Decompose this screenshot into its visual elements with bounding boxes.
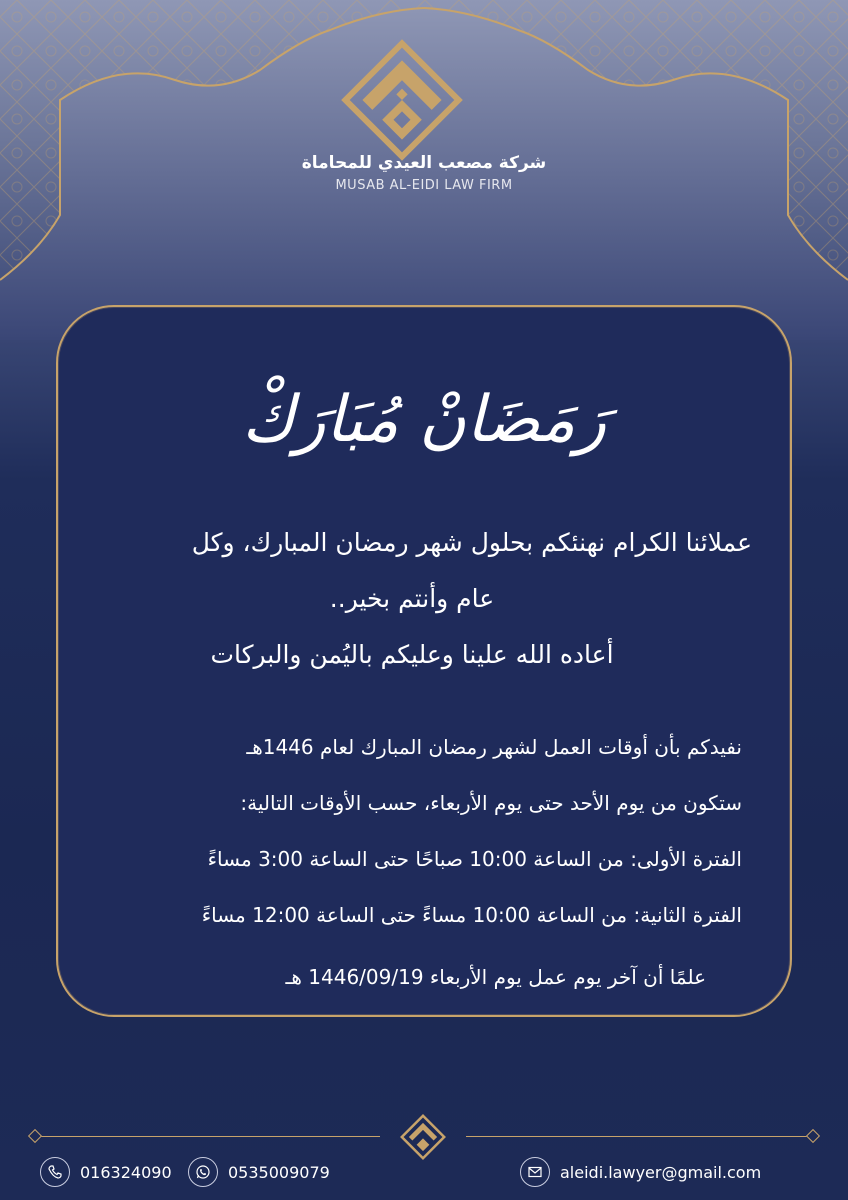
- last-working-day-note: علمًا أن آخر يوم عمل يوم الأربعاء 1446/09/19 هـ: [285, 965, 706, 989]
- footer-divider-left: [40, 1136, 380, 1137]
- greeting-line: عملائنا الكرام نهنئكم بحلول شهر رمضان المبارك، وكل: [191, 528, 752, 557]
- contact-landline[interactable]: [40, 1155, 172, 1189]
- hours-period-second: الفترة الثانية: من الساعة 10:00 مساءً حتى الساعة 12:00 مساءً: [201, 903, 742, 927]
- hours-period-first: الفترة الأولى: من الساعة 10:00 صباحًا حتى الساعة 3:00 مساءً: [207, 847, 742, 871]
- greeting-line: أعاده الله علينا وعليكم باليُمن والبركات: [210, 640, 614, 669]
- footer-logo-icon: [398, 1112, 448, 1162]
- kufic-square-logo-icon: [340, 38, 464, 162]
- email-address: aleidi.lawyer@gmail.com: [560, 1162, 762, 1182]
- hours-days-line: ستكون من يوم الأحد حتى يوم الأربعاء، حسب الأوقات التالية:: [240, 791, 742, 815]
- footer-divider-right: [466, 1136, 808, 1137]
- phone-icon: [40, 1157, 70, 1187]
- working-hours: [82, 722, 742, 1008]
- mobile-number: 0535009079: [228, 1162, 330, 1182]
- landline-number: 016324090: [80, 1162, 172, 1182]
- firm-name-arabic: شركة مصعب العيدي للمحاماة: [301, 153, 547, 173]
- firm-name-english: MUSAB AL-EIDI LAW FIRM: [335, 178, 513, 193]
- hours-intro-line: نفيدكم بأن أوقات العمل لشهر رمضان المبارك لعام 1446هـ: [246, 735, 742, 759]
- ramadan-mubarak-title: رَمَضَانْ مُبَارَكْ: [241, 383, 607, 457]
- email-icon: [520, 1157, 550, 1187]
- contact-mobile[interactable]: [188, 1155, 330, 1189]
- whatsapp-icon: [188, 1157, 218, 1187]
- contact-email[interactable]: [520, 1155, 761, 1189]
- greeting-line: عام وأنتم بخير..: [329, 584, 495, 613]
- greeting-text: [72, 515, 752, 683]
